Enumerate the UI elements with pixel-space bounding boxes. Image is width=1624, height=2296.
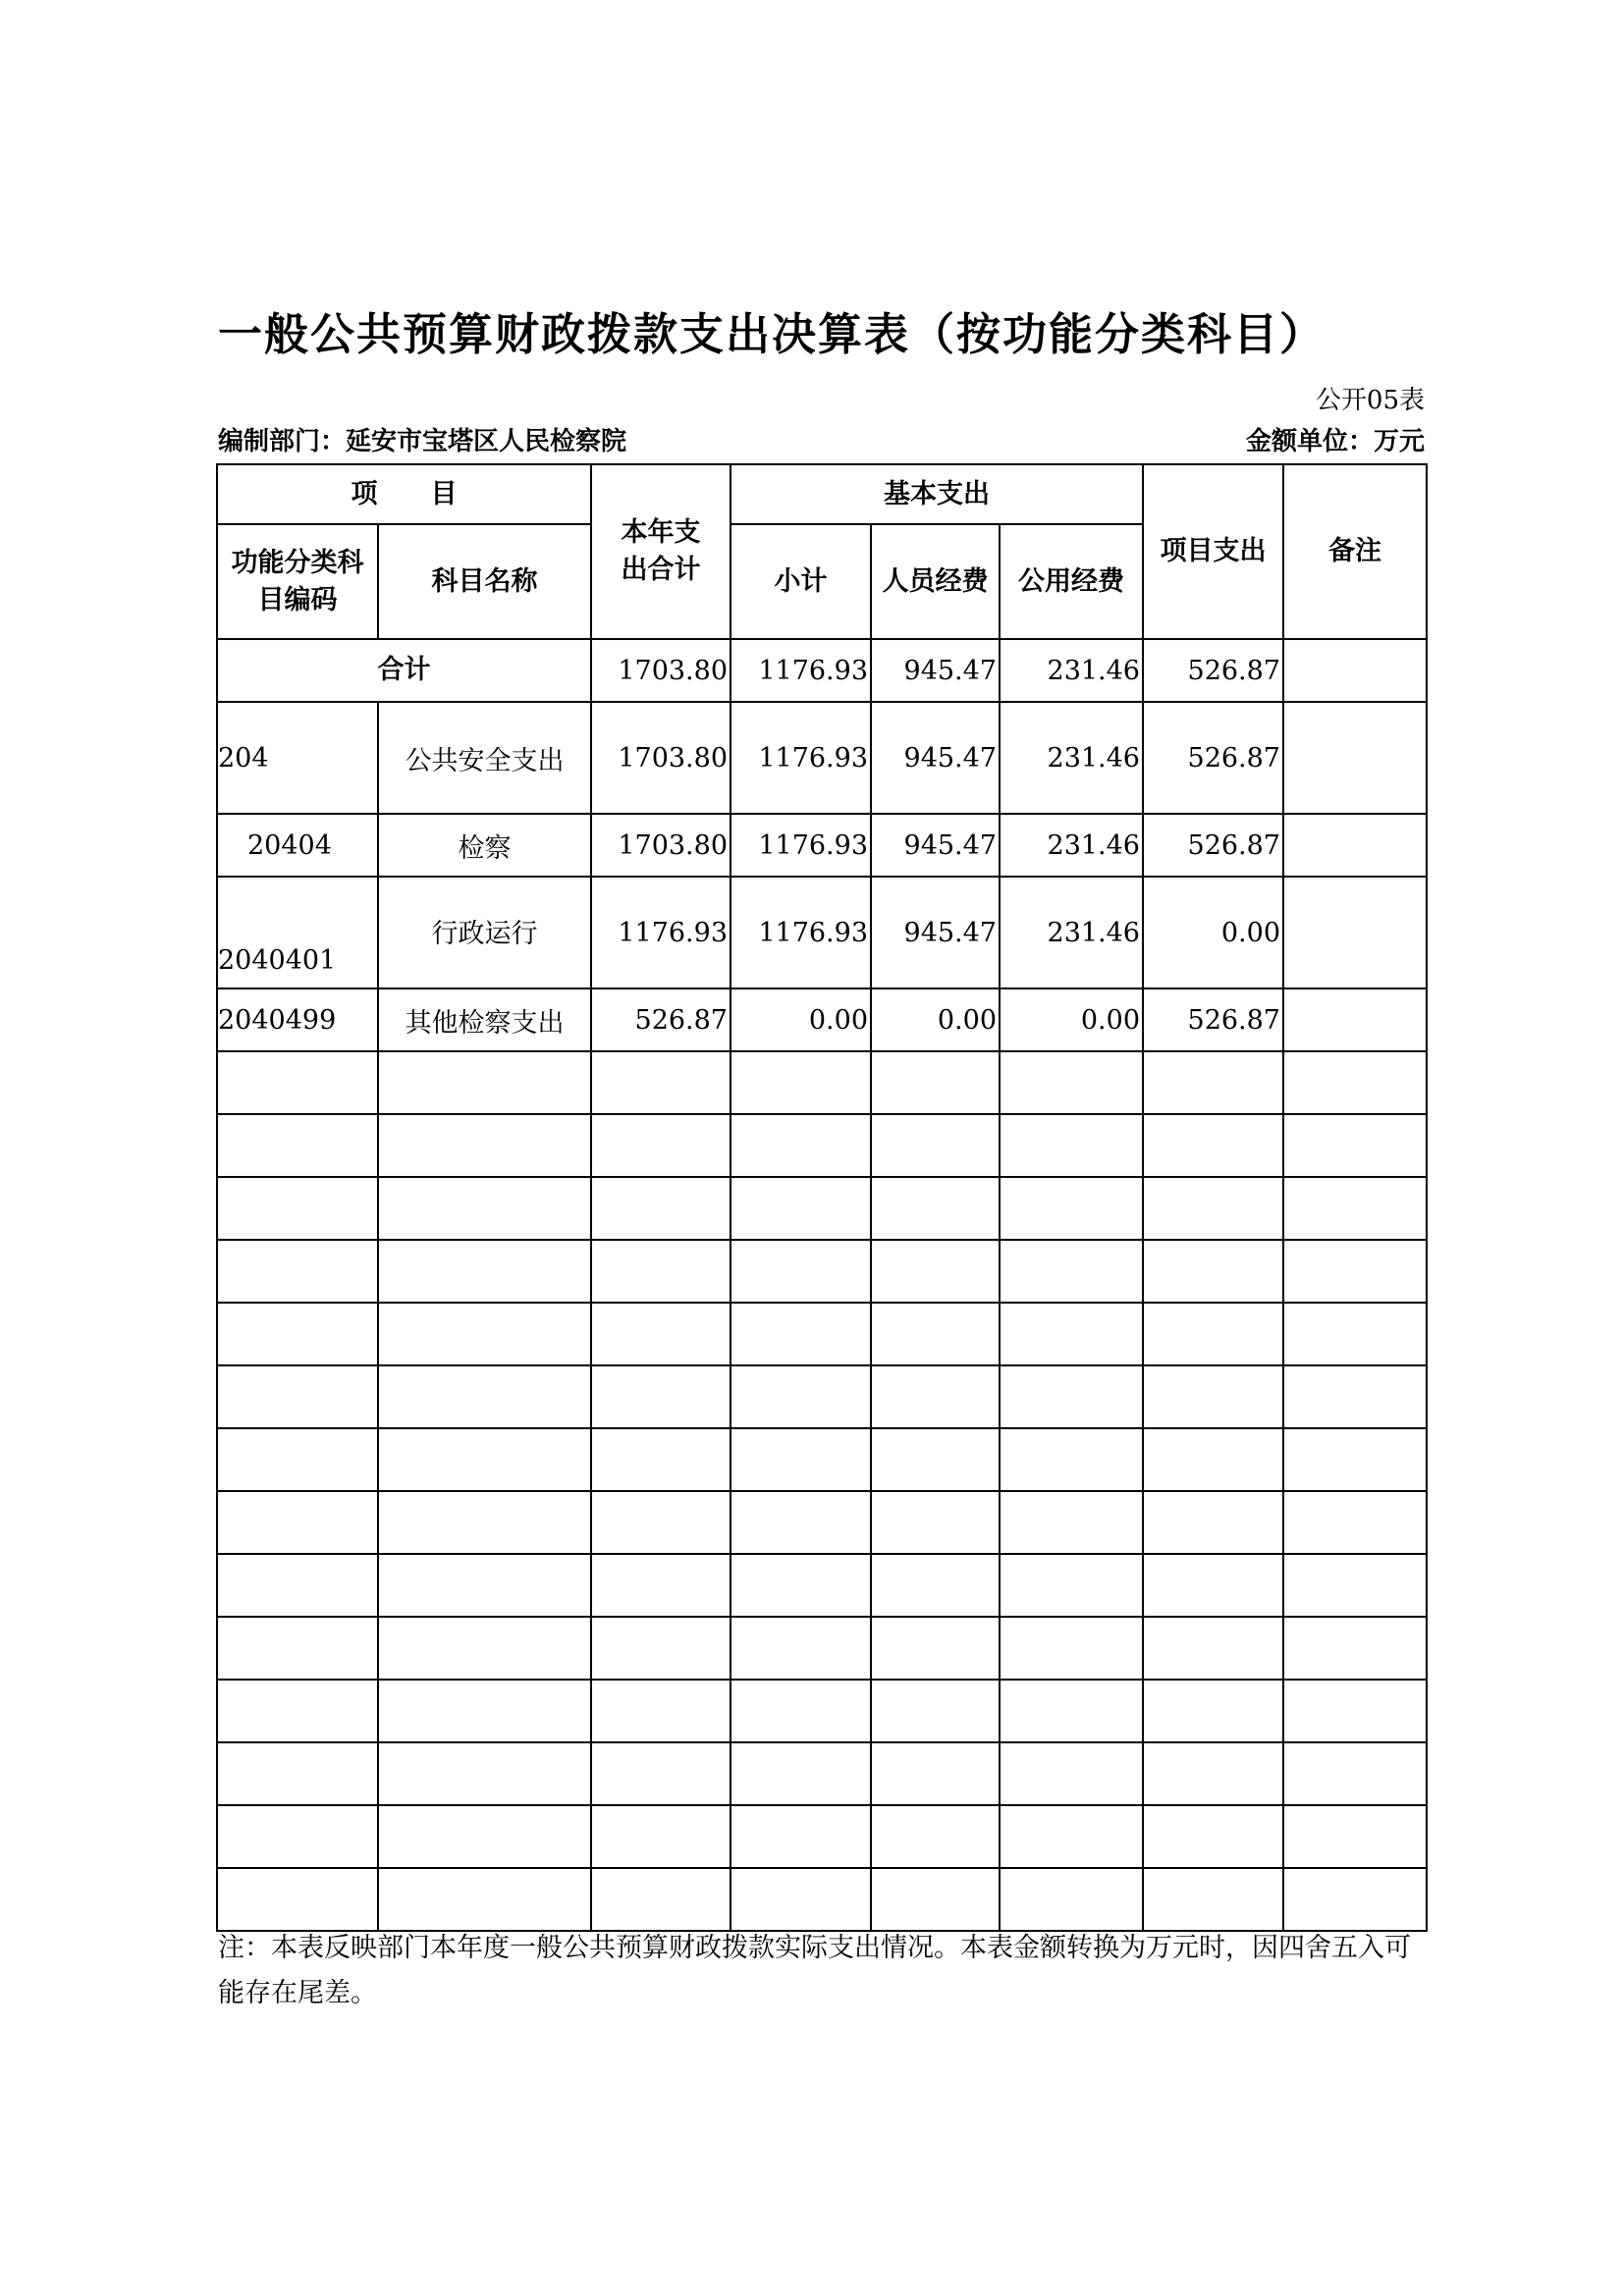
row-total: 1703.80: [591, 814, 731, 877]
page-title: 一般公共预算财政拨款支出决算表（按功能分类科目）: [218, 308, 1326, 360]
row-project: 526.87: [1143, 814, 1283, 877]
empty-cell: [1000, 1177, 1143, 1240]
unit-line: [218, 421, 1425, 457]
empty-cell: [378, 1428, 591, 1491]
empty-cell: [1000, 1742, 1143, 1805]
empty-cell: [1000, 1491, 1143, 1554]
row-project: 0.00: [1143, 877, 1283, 988]
row-remark: [1283, 814, 1427, 877]
department-name: 延安市宝塔区人民检察院: [346, 427, 627, 456]
empty-cell: [1283, 1177, 1427, 1240]
empty-cell: [217, 1428, 378, 1491]
empty-cell: [591, 1868, 731, 1931]
empty-cell: [1283, 1428, 1427, 1491]
empty-cell: [1283, 1554, 1427, 1617]
empty-cell: [871, 1868, 1000, 1931]
header-item: 项 目: [217, 464, 591, 524]
empty-cell: [1000, 1114, 1143, 1177]
empty-cell: [378, 1114, 591, 1177]
row-personnel: 945.47: [871, 814, 1000, 877]
empty-cell: [1143, 1303, 1283, 1365]
total-public: 231.46: [1000, 639, 1143, 702]
total-subtotal: 1176.93: [731, 639, 871, 702]
row-subtotal: 0.00: [731, 988, 871, 1051]
empty-cell: [1143, 1617, 1283, 1680]
empty-row: [217, 1491, 1427, 1554]
row-remark: [1283, 988, 1427, 1051]
empty-cell: [871, 1742, 1000, 1805]
empty-cell: [871, 1491, 1000, 1554]
empty-cell: [1283, 1051, 1427, 1114]
empty-cell: [217, 1617, 378, 1680]
row-project: 526.87: [1143, 702, 1283, 814]
amount-unit-label: 金额单位：: [1245, 427, 1374, 456]
empty-cell: [871, 1680, 1000, 1742]
empty-cell: [217, 1240, 378, 1303]
empty-cell: [731, 1491, 871, 1554]
total-label: 合计: [217, 639, 591, 702]
empty-cell: [1143, 1680, 1283, 1742]
empty-cell: [871, 1051, 1000, 1114]
empty-cell: [731, 1680, 871, 1742]
empty-cell: [378, 1365, 591, 1428]
empty-row: [217, 1617, 1427, 1680]
empty-cell: [731, 1554, 871, 1617]
empty-row: [217, 1240, 1427, 1303]
empty-cell: [1283, 1617, 1427, 1680]
empty-row: [217, 1177, 1427, 1240]
empty-cell: [1000, 1617, 1143, 1680]
empty-row: [217, 1303, 1427, 1365]
empty-cell: [1143, 1554, 1283, 1617]
row-subtotal: 1176.93: [731, 814, 871, 877]
empty-cell: [1000, 1051, 1143, 1114]
header-basic: 基本支出: [731, 464, 1143, 524]
row-subtotal: 1176.93: [731, 877, 871, 988]
empty-cell: [1283, 1303, 1427, 1365]
empty-cell: [217, 1303, 378, 1365]
empty-cell: [1283, 1240, 1427, 1303]
header-remark: 备注: [1283, 464, 1427, 639]
empty-cell: [217, 1680, 378, 1742]
empty-cell: [591, 1240, 731, 1303]
empty-cell: [871, 1365, 1000, 1428]
empty-row: [217, 1428, 1427, 1491]
empty-cell: [1283, 1868, 1427, 1931]
empty-rows: [217, 1051, 1427, 1931]
empty-cell: [217, 1365, 378, 1428]
empty-cell: [591, 1554, 731, 1617]
empty-cell: [1143, 1428, 1283, 1491]
empty-cell: [378, 1177, 591, 1240]
row-total: 526.87: [591, 988, 731, 1051]
empty-cell: [1000, 1428, 1143, 1491]
row-personnel: 945.47: [871, 702, 1000, 814]
empty-cell: [378, 1303, 591, 1365]
empty-cell: [217, 1051, 378, 1114]
row-personnel: 945.47: [871, 877, 1000, 988]
empty-cell: [217, 1868, 378, 1931]
row-code: 2040401: [217, 877, 378, 988]
empty-row: [217, 1114, 1427, 1177]
empty-cell: [591, 1177, 731, 1240]
amount-unit-info: [1246, 421, 1425, 457]
row-remark: [1283, 877, 1427, 988]
department-label: 编制部门：: [218, 427, 347, 456]
table-row: [217, 814, 1427, 877]
empty-cell: [1143, 1742, 1283, 1805]
empty-cell: [1143, 1114, 1283, 1177]
empty-cell: [378, 1617, 591, 1680]
empty-cell: [1000, 1554, 1143, 1617]
total-row: [217, 639, 1427, 702]
empty-cell: [871, 1428, 1000, 1491]
empty-cell: [871, 1303, 1000, 1365]
header-project: 项目支出: [1143, 464, 1283, 639]
row-public: 231.46: [1000, 877, 1143, 988]
empty-row: [217, 1742, 1427, 1805]
empty-cell: [591, 1051, 731, 1114]
empty-cell: [378, 1868, 591, 1931]
empty-cell: [731, 1805, 871, 1868]
empty-cell: [1143, 1051, 1283, 1114]
empty-cell: [591, 1617, 731, 1680]
table-row: [217, 877, 1427, 988]
total-project: 526.87: [1143, 639, 1283, 702]
amount-unit-value: 万元: [1373, 427, 1425, 456]
empty-row: [217, 1365, 1427, 1428]
empty-row: [217, 1680, 1427, 1742]
empty-cell: [378, 1680, 591, 1742]
header-public: 公用经费: [1000, 524, 1143, 639]
empty-cell: [1143, 1365, 1283, 1428]
empty-cell: [1143, 1805, 1283, 1868]
empty-cell: [1143, 1868, 1283, 1931]
empty-cell: [591, 1428, 731, 1491]
row-name: 检察: [378, 814, 591, 877]
empty-cell: [1283, 1805, 1427, 1868]
expenditure-table: [216, 463, 1428, 1932]
empty-cell: [871, 1617, 1000, 1680]
empty-row: [217, 1051, 1427, 1114]
footnote: 注：本表反映部门本年度一般公共预算财政拨款实际支出情况。本表金额转换为万元时，因四舍五入可能存在尾差。: [218, 1933, 1411, 2008]
total-remark: [1283, 639, 1427, 702]
empty-cell: [378, 1051, 591, 1114]
empty-cell: [217, 1177, 378, 1240]
empty-cell: [378, 1742, 591, 1805]
row-code: 20404: [217, 814, 378, 877]
empty-cell: [731, 1114, 871, 1177]
empty-cell: [871, 1554, 1000, 1617]
empty-cell: [591, 1303, 731, 1365]
row-code: 204: [217, 702, 378, 814]
empty-cell: [731, 1742, 871, 1805]
empty-cell: [1283, 1491, 1427, 1554]
empty-cell: [1283, 1742, 1427, 1805]
empty-cell: [731, 1868, 871, 1931]
empty-row: [217, 1805, 1427, 1868]
empty-cell: [591, 1680, 731, 1742]
empty-cell: [591, 1365, 731, 1428]
empty-cell: [1000, 1303, 1143, 1365]
empty-cell: [217, 1114, 378, 1177]
form-number: 公开05表: [1315, 386, 1425, 415]
empty-cell: [378, 1805, 591, 1868]
row-total: 1703.80: [591, 702, 731, 814]
empty-cell: [1143, 1177, 1283, 1240]
row-subtotal: 1176.93: [731, 702, 871, 814]
empty-cell: [591, 1742, 731, 1805]
empty-cell: [1143, 1240, 1283, 1303]
empty-cell: [217, 1805, 378, 1868]
empty-cell: [217, 1742, 378, 1805]
row-code: 2040499: [217, 988, 378, 1051]
empty-cell: [1283, 1680, 1427, 1742]
header-personnel: 人员经费: [871, 524, 1000, 639]
total-personnel: 945.47: [871, 639, 1000, 702]
empty-row: [217, 1554, 1427, 1617]
total-total: 1703.80: [591, 639, 731, 702]
empty-cell: [1000, 1680, 1143, 1742]
empty-cell: [217, 1491, 378, 1554]
table-row: [217, 988, 1427, 1051]
row-name: 行政运行: [378, 877, 591, 988]
header-total: 本年支出合计: [591, 464, 731, 639]
empty-cell: [1283, 1365, 1427, 1428]
empty-cell: [1000, 1240, 1143, 1303]
empty-cell: [591, 1805, 731, 1868]
empty-cell: [871, 1240, 1000, 1303]
row-project: 526.87: [1143, 988, 1283, 1051]
empty-cell: [731, 1240, 871, 1303]
empty-cell: [1283, 1114, 1427, 1177]
header-name: 科目名称: [378, 524, 591, 639]
empty-cell: [591, 1114, 731, 1177]
department-info: [218, 421, 626, 457]
row-total: 1176.93: [591, 877, 731, 988]
empty-cell: [871, 1114, 1000, 1177]
empty-cell: [731, 1051, 871, 1114]
empty-cell: [731, 1365, 871, 1428]
empty-cell: [378, 1240, 591, 1303]
empty-cell: [591, 1491, 731, 1554]
empty-cell: [378, 1491, 591, 1554]
row-public: 0.00: [1000, 988, 1143, 1051]
row-name: 其他检察支出: [378, 988, 591, 1051]
row-remark: [1283, 702, 1427, 814]
header-subtotal: 小计: [731, 524, 871, 639]
empty-cell: [871, 1177, 1000, 1240]
empty-cell: [731, 1428, 871, 1491]
empty-row: [217, 1868, 1427, 1931]
row-name: 公共安全支出: [378, 702, 591, 814]
empty-cell: [871, 1805, 1000, 1868]
empty-cell: [1143, 1491, 1283, 1554]
row-public: 231.46: [1000, 814, 1143, 877]
empty-cell: [731, 1303, 871, 1365]
empty-cell: [1000, 1365, 1143, 1428]
row-public: 231.46: [1000, 702, 1143, 814]
header-code: 功能分类科目编码: [217, 524, 378, 639]
empty-cell: [1000, 1805, 1143, 1868]
empty-cell: [731, 1177, 871, 1240]
empty-cell: [378, 1554, 591, 1617]
empty-cell: [1000, 1868, 1143, 1931]
empty-cell: [731, 1617, 871, 1680]
empty-cell: [217, 1554, 378, 1617]
table-row: [217, 702, 1427, 814]
row-personnel: 0.00: [871, 988, 1000, 1051]
